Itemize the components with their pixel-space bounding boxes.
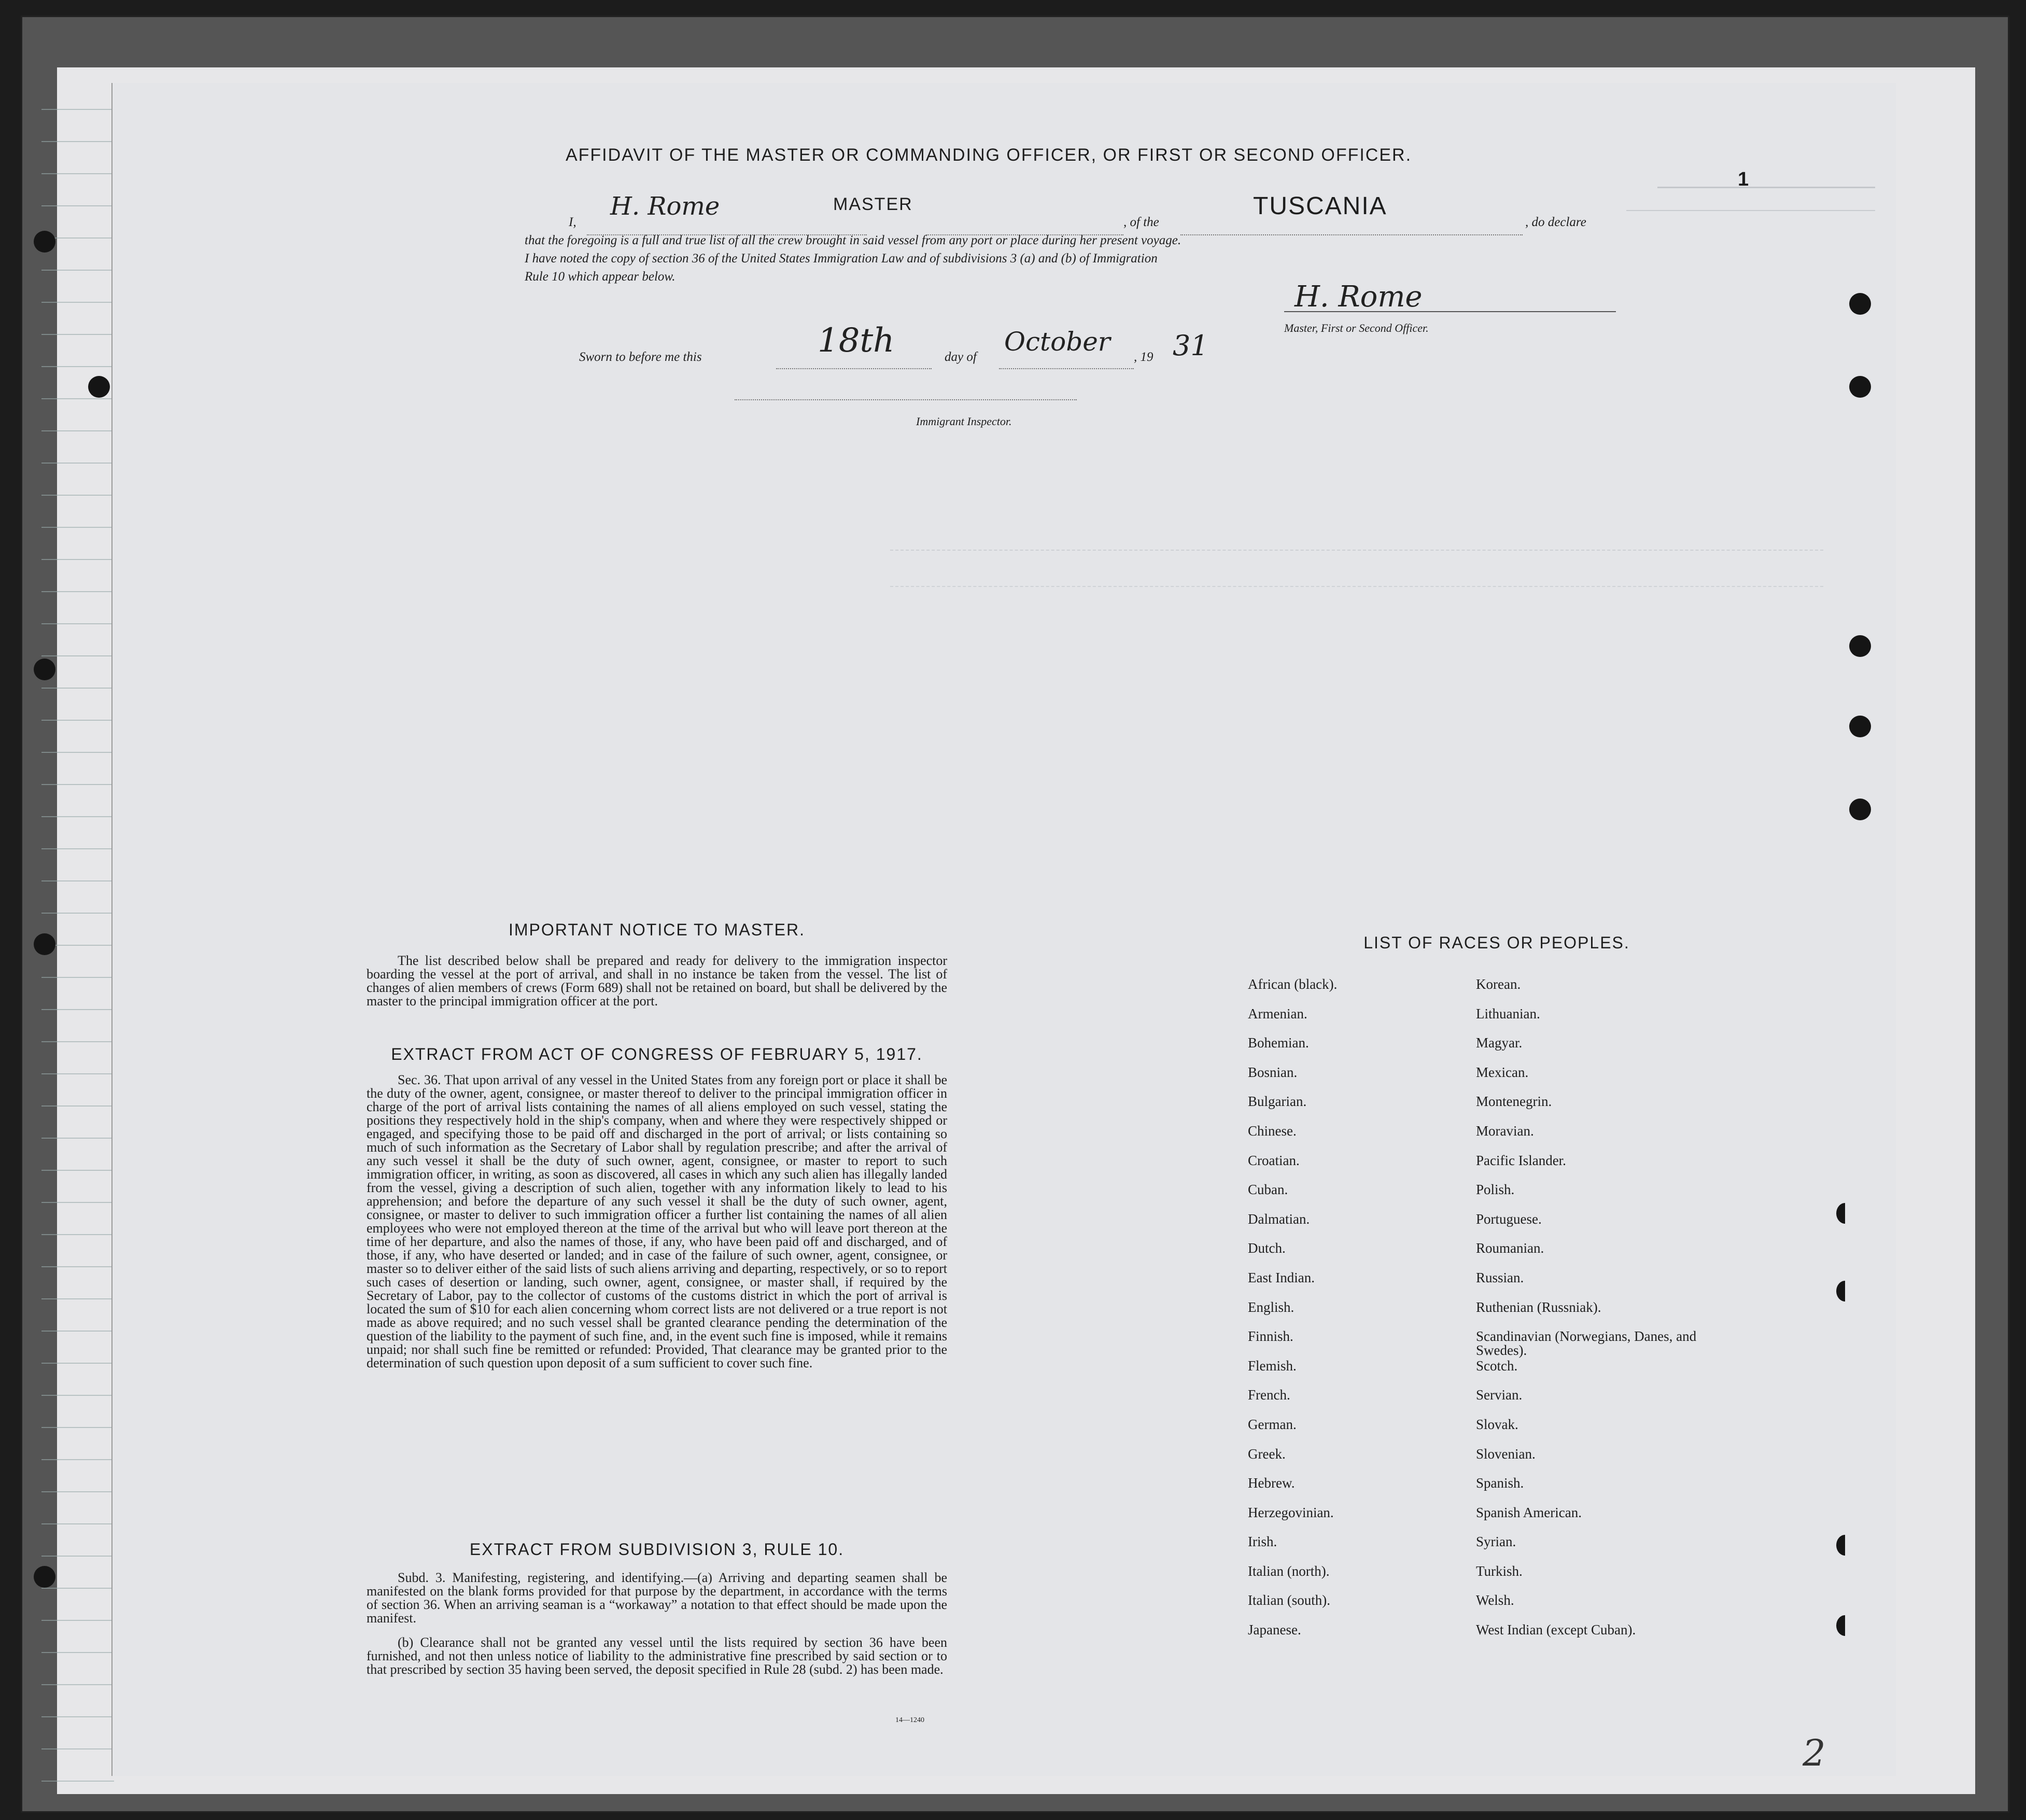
- year-prefix: , 19: [1134, 350, 1153, 364]
- rule-heading: EXTRACT FROM SUBDIVISION 3, RULE 10.: [469, 1540, 845, 1559]
- vessel-name: TUSCANIA: [1253, 192, 1387, 220]
- punch-hole-icon: [1849, 293, 1871, 315]
- race-list-item: Irish.: [1248, 1534, 1277, 1550]
- race-list-item: Moravian.: [1476, 1123, 1534, 1139]
- races-right-column: [1476, 977, 1720, 1653]
- punch-hole-icon: [1836, 1615, 1854, 1636]
- race-list-item: Croatian.: [1248, 1152, 1300, 1168]
- race-list-item: Welsh.: [1476, 1592, 1514, 1608]
- race-list-item: Korean.: [1476, 976, 1521, 992]
- do-declare-label: , do declare: [1525, 215, 1586, 229]
- signature-caption: Master, First or Second Officer.: [1284, 321, 1429, 334]
- binder-hole-icon: [88, 376, 110, 398]
- race-list-item: Spanish American.: [1476, 1504, 1582, 1520]
- notice-paragraph: The list described below shall be prepared and ready for delivery to the immigration inspector boarding the vessel at the port of arrival, and shall in no instance be taken from the vessel. The list of changes of alien members of crews (Form 689) shall not be retained on board, but shall be delivered by the master to the principal immigration officer at the port.: [367, 953, 947, 1009]
- bleed-through-mark: [1626, 194, 1875, 211]
- race-list-item: Polish.: [1476, 1182, 1515, 1198]
- race-list-item: Cuban.: [1248, 1182, 1288, 1198]
- race-list-item: Portuguese.: [1476, 1211, 1542, 1227]
- race-list-item: Armenian.: [1248, 1005, 1307, 1021]
- race-list-item: Roumanian.: [1476, 1240, 1544, 1256]
- affidavit-statement-line: I have noted the copy of section 36 of the United States Immigration Law and of subdivisions 3 (a) and (b) of Immigration: [525, 251, 1158, 265]
- rule-paragraph-b: (b) Clearance shall not be granted any vessel until the lists required by section 36 have been furnished, and not then unless notice of liability to the administrative fine prescribed by said section or to that prescribed by section 35 having been served, the deposit specified in Rule 28 (subd. 2) has been made.: [367, 1635, 947, 1677]
- race-list-item: African (black).: [1248, 976, 1338, 992]
- races-left-column: [1248, 977, 1471, 1653]
- punch-hole-icon: [1836, 1535, 1854, 1556]
- race-list-item: East Indian.: [1248, 1269, 1315, 1285]
- race-list-item: Turkish.: [1476, 1563, 1523, 1579]
- race-list-item: Flemish.: [1248, 1357, 1297, 1374]
- race-list-item: Finnish.: [1248, 1328, 1293, 1345]
- act-paragraph: Sec. 36. That upon arrival of any vessel in the United States from any foreign port or place it shall be the duty of the owner, agent, consignee, or master thereof to deliver to the principal immigration officer in charge of the port of arrival lists containing the names of all aliens employed on such vessel, stating the positions they respectively hold in the ship's company, when and where they were respectively shipped or engaged, and specifying those to be paid off and discharged in the port of arrival; or lists containing so much of such information as the Secretary of Labor shall by regulation prescribe; and after the arrival of any such vessel it shall be the duty of such owner, agent, consignee, or master to report to such immigration officer, in writing, as soon as discovered, all cases in which any such alien has illegally landed from the vessel, giving a description of such alien, together with any information likely to lead to his apprehension; and before the departure of any such vessel it shall be the duty of such owner, agent, consignee, or master to deliver to such immigration officer a further list containing the names of all alien employees who were not employed thereon at the time of the arrival but who will leave port thereon at the time of her departure, and also the names of those, if any, who have been paid off and discharged, and of those, if any, who have deserted or landed; and in case of the failure of such owner, agent, consignee, or master so to deliver either of the said lists of such aliens arriving and departing, respectively, or so to report such cases of desertion or landing, such owner, agent, consignee, or master shall, if required by the Secretary of Labor, pay to the collector of customs of the customs district in which the port of arrival is located the sum of $10 for each alien concerning whom correct lists are not delivered or a true report is not made as above required; and no such vessel shall be granted clearance pending the determination of the question of the liability to the payment of such fine, and, in the event such fine is imposed, while it remains unpaid; nor shall such fine be remitted or refunded: Provided, That clearance may be granted prior to the determination of such question upon deposit of a sum sufficient to cover such fine.: [367, 1072, 947, 1370]
- race-list-item: Pacific Islander.: [1476, 1152, 1566, 1168]
- sworn-day: 18th: [818, 321, 895, 360]
- bleed-through-mark: [890, 539, 1823, 551]
- affidavit-statement-line: Rule 10 which appear below.: [525, 270, 676, 284]
- declarant-label: I,: [569, 215, 576, 229]
- punch-hole-icon: [1849, 716, 1871, 737]
- binder-hole-icon: [34, 659, 55, 680]
- day-of-label: day of: [945, 350, 977, 364]
- race-list-item: Lithuanian.: [1476, 1005, 1540, 1021]
- punch-hole-icon: [1849, 799, 1871, 820]
- race-list-item: Scandinavian (Norwegians, Danes, and Swedes).: [1476, 1328, 1697, 1359]
- binder-hole-icon: [34, 933, 55, 955]
- race-list-item: Scotch.: [1476, 1357, 1518, 1374]
- race-list-item: Russian.: [1476, 1269, 1524, 1285]
- punch-hole-icon: [1836, 1281, 1854, 1301]
- manifest-page: [111, 83, 1896, 1776]
- declarant-name: H. Rome: [610, 192, 720, 221]
- inspector-line: [735, 394, 1077, 400]
- race-list-item: Chinese.: [1248, 1123, 1297, 1139]
- act-heading: EXTRACT FROM ACT OF CONGRESS OF FEBRUARY 5, 1917.: [391, 1045, 923, 1063]
- race-list-item: German.: [1248, 1416, 1297, 1432]
- race-list-item: Italian (south).: [1248, 1592, 1330, 1608]
- sworn-label: Sworn to before me this: [579, 350, 702, 364]
- race-list-item: Spanish.: [1476, 1475, 1524, 1491]
- races-heading: LIST OF RACES OR PEOPLES.: [1363, 933, 1630, 952]
- race-list-item: French.: [1248, 1387, 1290, 1403]
- form-number: 14—1240: [895, 1716, 924, 1724]
- inspector-caption: Immigrant Inspector.: [916, 415, 1012, 428]
- punch-hole-icon: [1836, 1203, 1854, 1224]
- affidavit-title: AFFIDAVIT OF THE MASTER OR COMMANDING OFFICER, OR FIRST OR SECOND OFFICER.: [565, 145, 1412, 165]
- race-list-item: Herzegovinian.: [1248, 1504, 1334, 1520]
- master-signature: H. Rome: [1295, 280, 1423, 314]
- punch-hole-icon: [1849, 376, 1871, 398]
- rank-text: MASTER: [833, 194, 913, 214]
- race-list-item: Montenegrin.: [1476, 1094, 1552, 1110]
- punch-hole-icon: [1849, 635, 1871, 657]
- race-list-item: Magyar.: [1476, 1035, 1523, 1051]
- race-list-item: Bosnian.: [1248, 1064, 1298, 1080]
- race-list-item: Ruthenian (Russniak).: [1476, 1299, 1601, 1315]
- margin-mark: 1: [1738, 169, 1749, 190]
- of-the-label: , of the: [1123, 215, 1159, 229]
- corner-mark: 2: [1803, 1732, 1826, 1774]
- race-list-item: Dalmatian.: [1248, 1211, 1310, 1227]
- race-list-item: Mexican.: [1476, 1064, 1529, 1080]
- race-list-item: Bulgarian.: [1248, 1094, 1307, 1110]
- race-list-item: Greek.: [1248, 1446, 1286, 1462]
- bleed-through-mark: [890, 576, 1823, 587]
- race-list-item: Hebrew.: [1248, 1475, 1295, 1491]
- race-list-item: Servian.: [1476, 1387, 1523, 1403]
- notice-heading: IMPORTANT NOTICE TO MASTER.: [509, 920, 805, 939]
- rule-paragraph-a: Subd. 3. Manifesting, registering, and identifying.—(a) Arriving and departing seamen shall be manifested on the blank forms provided for that purpose by the department, in accordance with the terms of section 36. When an arriving seaman is a “workaway” a notation to that effect should be made upon the manifest.: [367, 1570, 947, 1626]
- race-list-item: Japanese.: [1248, 1622, 1301, 1638]
- binder-hole-icon: [34, 231, 55, 253]
- race-list-item: Italian (north).: [1248, 1563, 1330, 1579]
- race-list-item: Bohemian.: [1248, 1035, 1309, 1051]
- race-list-item: Slovak.: [1476, 1416, 1518, 1432]
- binder-hole-icon: [34, 1566, 55, 1588]
- race-list-item: Slovenian.: [1476, 1446, 1536, 1462]
- sworn-year: 31: [1173, 329, 1208, 362]
- affidavit-statement-line: that the foregoing is a full and true list of all the crew brought in said vessel from any port or place during her present voyage.: [525, 233, 1181, 247]
- signature-line: [1284, 306, 1616, 312]
- race-list-item: Syrian.: [1476, 1534, 1516, 1550]
- bleed-through-mark: [1657, 166, 1875, 188]
- race-list-item: Dutch.: [1248, 1240, 1286, 1256]
- race-list-item: West Indian (except Cuban).: [1476, 1622, 1636, 1638]
- race-list-item: English.: [1248, 1299, 1295, 1315]
- ruled-paper-edge: [41, 78, 114, 1789]
- sworn-month: October: [1004, 327, 1110, 357]
